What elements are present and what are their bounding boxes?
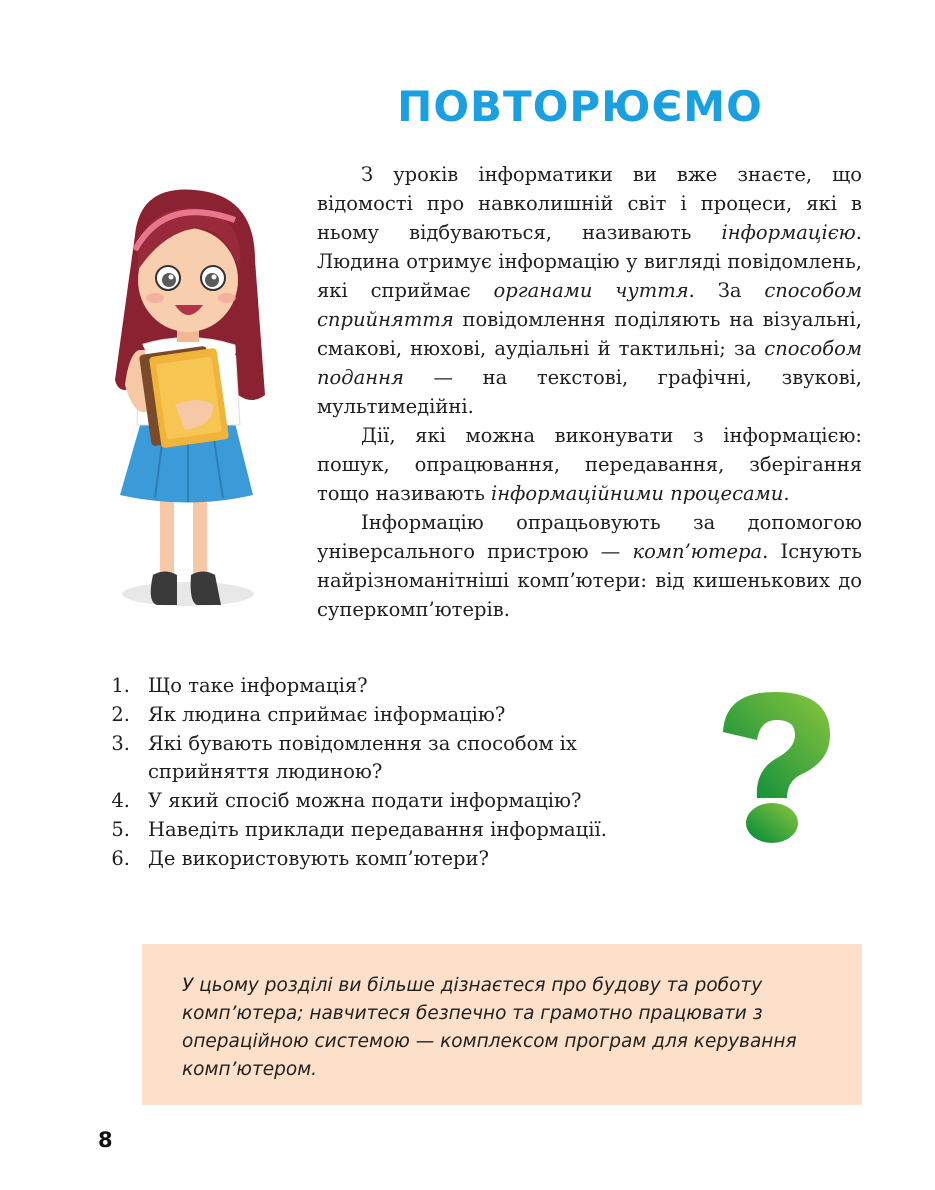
list-item bbox=[100, 672, 700, 701]
girl-with-books-illustration bbox=[105, 180, 270, 620]
intro-paragraph-1 bbox=[317, 160, 862, 421]
intro-paragraph-3 bbox=[317, 508, 862, 624]
question-text: У який спосіб можна подати інформацію? bbox=[148, 789, 582, 813]
question-mark-icon bbox=[715, 690, 835, 845]
info-box bbox=[142, 944, 862, 1105]
page-number: 8 bbox=[98, 1128, 113, 1152]
emphasized-term: інформацією bbox=[721, 221, 856, 244]
list-item bbox=[100, 730, 618, 788]
text-run: Дії, які можна виконувати з інформацією: пошук, опрацювання, передавання, зберігання тощо називають bbox=[317, 424, 862, 505]
emphasized-term: комп’ютера bbox=[632, 540, 763, 563]
list-item bbox=[100, 845, 700, 874]
emphasized-term: інформаційними процесами bbox=[491, 482, 784, 505]
text-run: . За bbox=[688, 279, 765, 302]
question-number: 6. bbox=[111, 846, 130, 870]
question-text: Які бувають повідомлення за способом іх сприйняття людиною? bbox=[148, 731, 577, 784]
text-run: повідомлення поділяють на візуальні, смакові, нюхові, аудіальні й тактильні; за bbox=[317, 308, 862, 360]
emphasized-term: органами чуття bbox=[493, 279, 689, 302]
intro-text bbox=[317, 160, 862, 624]
text-run: . bbox=[783, 482, 790, 505]
text-run: — на текстові, графічні, звукові, мультимедійні. bbox=[317, 366, 862, 418]
text-run: . Існують найрізноманітніші комп’ютери: від кишенькових до суперкомп’ютерів. bbox=[317, 540, 862, 621]
list-item bbox=[100, 816, 700, 845]
list-item bbox=[100, 701, 700, 730]
question-number: 5. bbox=[111, 817, 130, 841]
question-text: Наведіть приклади передавання інформації. bbox=[148, 817, 607, 841]
question-list bbox=[100, 672, 700, 874]
question-number: 4. bbox=[111, 789, 130, 813]
text-run: З уроків інформатики ви вже знаєте, що відомості про навколишній світ і процеси, які в ньому відбуваються, називають bbox=[317, 163, 862, 244]
text-run: Інформацію опрацьовують за допомогою універсального пристрою — bbox=[317, 511, 862, 563]
question-text: Де використовують комп’ютери? bbox=[148, 846, 489, 870]
text-run: . Людина отримує інформацію у вигляді повідомлень, які сприймає bbox=[317, 221, 862, 302]
question-number: 3. bbox=[111, 731, 130, 755]
emphasized-term: способом подання bbox=[317, 337, 862, 389]
page-title: ПОВТОРЮЄМО bbox=[397, 82, 763, 131]
question-text: Що таке інформація? bbox=[148, 674, 368, 697]
list-item bbox=[100, 787, 700, 816]
info-box-text: У цьому розділі ви більше дізнаєтеся про будову та роботу комп’ютера; навчитеся безпечно та грамотно працювати з операційною системою — комплексом програм для керування комп’ютером. bbox=[182, 975, 797, 1080]
emphasized-term: способом сприйняття bbox=[317, 279, 863, 331]
intro-paragraph-2 bbox=[317, 421, 862, 508]
question-number: 1. bbox=[111, 674, 130, 697]
question-number: 2. bbox=[111, 702, 130, 726]
question-text: Як людина сприймає інформацію? bbox=[148, 702, 506, 726]
